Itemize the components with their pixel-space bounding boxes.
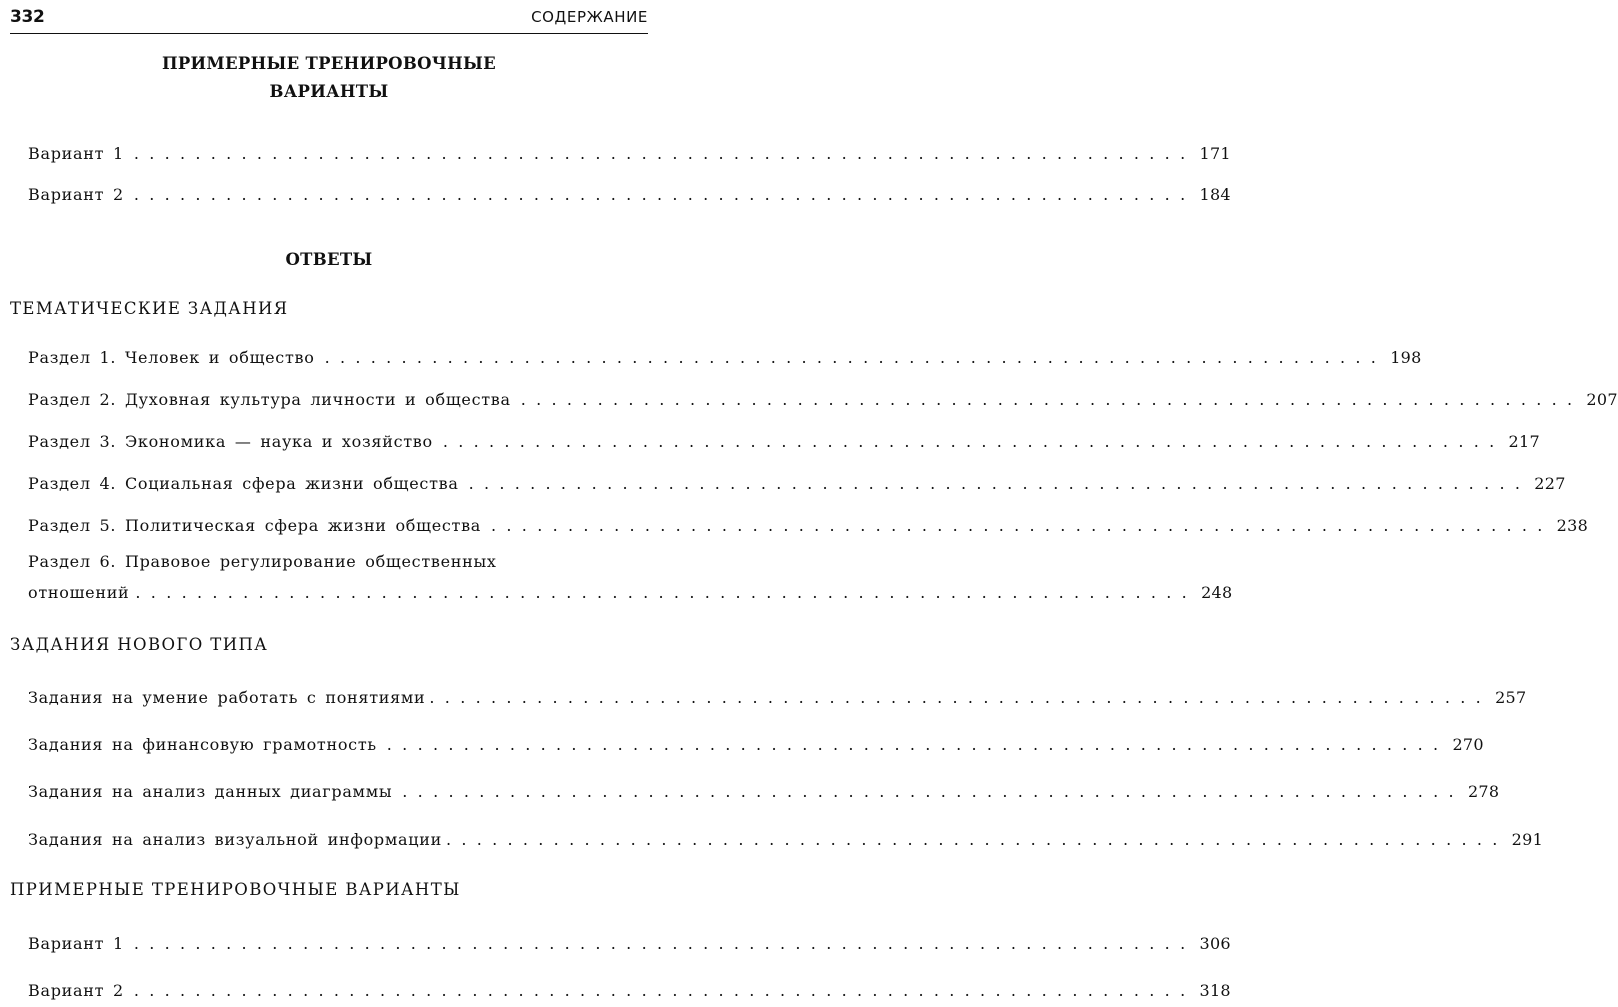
dot-leader: ..................................................................... xyxy=(133,144,1196,163)
toc-entry-label: Задания на анализ данных диаграммы xyxy=(28,782,393,801)
dot-leader: ..................................................................... xyxy=(429,688,1492,707)
toc-entry-page: 248 xyxy=(1201,583,1233,602)
toc-entry-page: 291 xyxy=(1511,830,1544,849)
toc-entry-label: Вариант 1 xyxy=(28,934,124,953)
dot-leader: ..................................................................... xyxy=(445,830,1508,849)
toc-entry[interactable] xyxy=(28,381,1618,409)
toc-entry-page: 257 xyxy=(1495,688,1527,707)
toc-entry[interactable] xyxy=(28,465,1566,493)
toc-entry[interactable] xyxy=(28,726,1484,754)
toc-entry-page: 171 xyxy=(1199,144,1231,163)
toc-entry-label: Вариант 1 xyxy=(28,144,124,163)
toc-entry-page: 217 xyxy=(1508,432,1540,451)
toc-entry-label: Задания на анализ визуальной информации xyxy=(28,830,442,849)
toc-entry-page: 318 xyxy=(1199,981,1231,1000)
toc-entry-label: Раздел 3. Экономика — наука и хозяйство xyxy=(28,432,433,451)
section-title-line: ПРИМЕРНЫЕ ТРЕНИРОВОЧНЫЕ xyxy=(161,54,497,73)
toc-entry[interactable] xyxy=(28,972,1231,1000)
subheading-thematic: ТЕМАТИЧЕСКИЕ ЗАДАНИЯ xyxy=(10,299,289,318)
toc-entry-page: 184 xyxy=(1199,185,1231,204)
toc-entry[interactable] xyxy=(28,925,1231,953)
toc-entry-page: 306 xyxy=(1199,934,1231,953)
toc-entry[interactable] xyxy=(28,423,1540,451)
toc-entry-label: Задания на умение работать с понятиями xyxy=(28,688,426,707)
dot-leader: ..................................................................... xyxy=(520,390,1583,409)
section-title-answers: ОТВЕТЫ xyxy=(285,250,373,269)
toc-entry[interactable] xyxy=(28,135,1231,163)
dot-leader: ..................................................................... xyxy=(386,735,1449,754)
page-header xyxy=(10,0,648,34)
toc-entry-label: Вариант 2 xyxy=(28,185,124,204)
dot-leader: ..................................................................... xyxy=(491,516,1553,535)
toc-entry-page: 198 xyxy=(1390,348,1422,367)
subheading-sample-variants: ПРИМЕРНЫЕ ТРЕНИРОВОЧНЫЕ ВАРИАНТЫ xyxy=(10,880,461,899)
toc-entry-label: Раздел 4. Социальная сфера жизни общества xyxy=(28,474,459,493)
toc-entry[interactable] xyxy=(28,773,1500,801)
toc-entry[interactable] xyxy=(28,574,1233,602)
dot-leader: ..................................................................... xyxy=(402,782,1464,801)
toc-entry[interactable] xyxy=(28,821,1544,849)
dot-leader: ..................................................................... xyxy=(133,981,1196,1000)
toc-entry-label: Раздел 1. Человек и общество xyxy=(28,348,315,367)
toc-entry-page: 238 xyxy=(1556,516,1589,535)
toc-entry-label-line1[interactable]: Раздел 6. Правовое регулирование общественных xyxy=(28,552,497,571)
subheading-new-type: ЗАДАНИЯ НОВОГО ТИПА xyxy=(10,635,269,654)
toc-entry-label: отношений xyxy=(28,583,130,602)
section-title-sample-variants xyxy=(10,50,648,106)
toc-entry-page: 270 xyxy=(1452,735,1484,754)
dot-leader: ..................................................................... xyxy=(135,583,1198,602)
dot-leader: ..................................................................... xyxy=(442,432,1505,451)
toc-entry-page: 227 xyxy=(1534,474,1566,493)
toc-entry-label: Вариант 2 xyxy=(28,981,124,1000)
toc-entry-page: 278 xyxy=(1467,782,1500,801)
running-title: СОДЕРЖАНИЕ xyxy=(531,8,648,26)
dot-leader: ..................................................................... xyxy=(324,348,1387,367)
dot-leader: ..................................................................... xyxy=(468,474,1531,493)
toc-entry-label: Задания на финансовую грамотность xyxy=(28,735,377,754)
toc-entry[interactable] xyxy=(28,339,1422,367)
toc-entry-label: Раздел 5. Политическая сфера жизни общества xyxy=(28,516,482,535)
toc-entry[interactable] xyxy=(28,507,1589,535)
toc-entry[interactable] xyxy=(28,679,1527,707)
toc-entry-label: Раздел 2. Духовная культура личности и общества xyxy=(28,390,511,409)
page-number: 332 xyxy=(10,7,45,27)
dot-leader: ..................................................................... xyxy=(133,934,1196,953)
toc-entry-page: 207 xyxy=(1586,390,1618,409)
toc-entry[interactable] xyxy=(28,176,1231,204)
section-title-line: ВАРИАНТЫ xyxy=(269,82,389,101)
dot-leader: ..................................................................... xyxy=(133,185,1196,204)
